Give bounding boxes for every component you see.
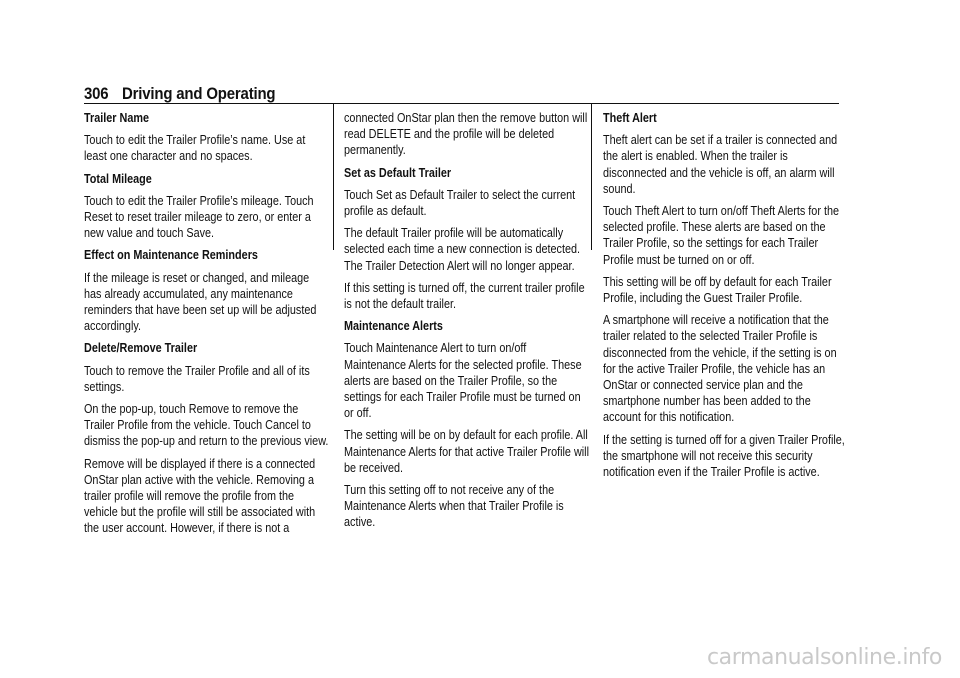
text-column-3	[603, 110, 848, 486]
body-paragraph: If the mileage is reset or changed, and mileage has already accumulated, any maintenance reminders that have been set up will be adjusted accordingly.	[84, 270, 317, 334]
body-paragraph: The default Trailer profile will be automatically selected each time a new connection is detected. The Trailer Detection Alert will no longer appear.	[344, 226, 581, 273]
text-column-2	[344, 110, 589, 537]
body-paragraph: On the pop-up, touch Remove to remove the Trailer Profile from the vehicle. Touch Cancel to dismiss the pop-up and return to the previous view.	[84, 402, 329, 449]
body-paragraph: This setting will be off by default for each Trailer Profile, including the Guest Trailer Profile.	[603, 274, 832, 306]
section-heading: Maintenance Alerts	[344, 319, 443, 334]
text-column-1	[84, 110, 329, 543]
section-title: Driving and Operating	[122, 84, 276, 103]
section-heading: Theft Alert	[603, 111, 657, 125]
header-rule	[84, 103, 839, 104]
section-heading: Delete/Remove Trailer	[84, 341, 198, 356]
body-paragraph: Remove will be displayed if there is a connected OnStar plan active with the vehicle. Removing a trailer profile will remove the profile from the vehicle but the profile will still be associated with the user account. However, if there is not a	[84, 456, 316, 536]
body-paragraph: Touch to edit the Trailer Profile’s name. Use at least one character and no spaces.	[84, 133, 306, 164]
body-paragraph: If the setting is turned off for a given Trailer Profile, the smartphone will not receive this security notification even if the Trailer Profile is active.	[603, 432, 845, 480]
page-number: 306	[84, 84, 109, 103]
body-paragraph: Theft alert can be set if a trailer is connected and the alert is enabled. When the trailer is disconnected and the vehicle is off, an alarm will sound.	[603, 133, 838, 196]
body-paragraph: connected OnStar plan then the remove button will read DELETE and the profile will be deleted permanently.	[344, 111, 588, 158]
body-paragraph: Touch Maintenance Alert to turn on/off Maintenance Alerts for the selected profile. These alerts are based on the Trailer Profile, so the settings for each Trailer Profile must be turned on or off.	[344, 341, 582, 421]
page-header	[84, 84, 839, 104]
body-paragraph: The setting will be on by default for each profile. All Maintenance Alerts for that active Trailer Profile will be received.	[344, 428, 590, 475]
section-heading: Total Mileage	[84, 171, 152, 186]
watermark: carmanualsonline.info	[706, 645, 942, 670]
body-paragraph: Touch to edit the Trailer Profile’s mileage. Touch Reset to reset trailer mileage to zero, or enter a new value and touch Save.	[84, 193, 314, 241]
body-paragraph: If this setting is turned off, the current trailer profile is not the default trailer.	[344, 280, 585, 312]
body-paragraph: Turn this setting off to not receive any of the Maintenance Alerts when that Trailer Profile is active.	[344, 483, 564, 530]
section-heading: Effect on Maintenance Reminders	[84, 248, 258, 263]
body-paragraph: Touch Set as Default Trailer to select the current profile as default.	[344, 187, 576, 219]
column-divider-2	[591, 104, 592, 250]
body-paragraph: A smartphone will receive a notification that the trailer related to the selected Trailer Profile is disconnected from the vehicle, if the setting is on for the active Trailer Profile, the vehicle has an OnStar or connected service plan and the smartphone number has been added to the account for this notification.	[603, 313, 837, 425]
body-paragraph: Touch Theft Alert to turn on/off Theft Alerts for the selected profile. These alerts are based on the Trailer Profile, so the settings for each Trailer Profile must be turned on or off.	[603, 204, 840, 267]
section-heading: Trailer Name	[84, 111, 150, 125]
body-paragraph: Touch to remove the Trailer Profile and all of its settings.	[84, 363, 310, 394]
column-divider-1	[333, 104, 334, 250]
section-heading: Set as Default Trailer	[344, 165, 452, 180]
